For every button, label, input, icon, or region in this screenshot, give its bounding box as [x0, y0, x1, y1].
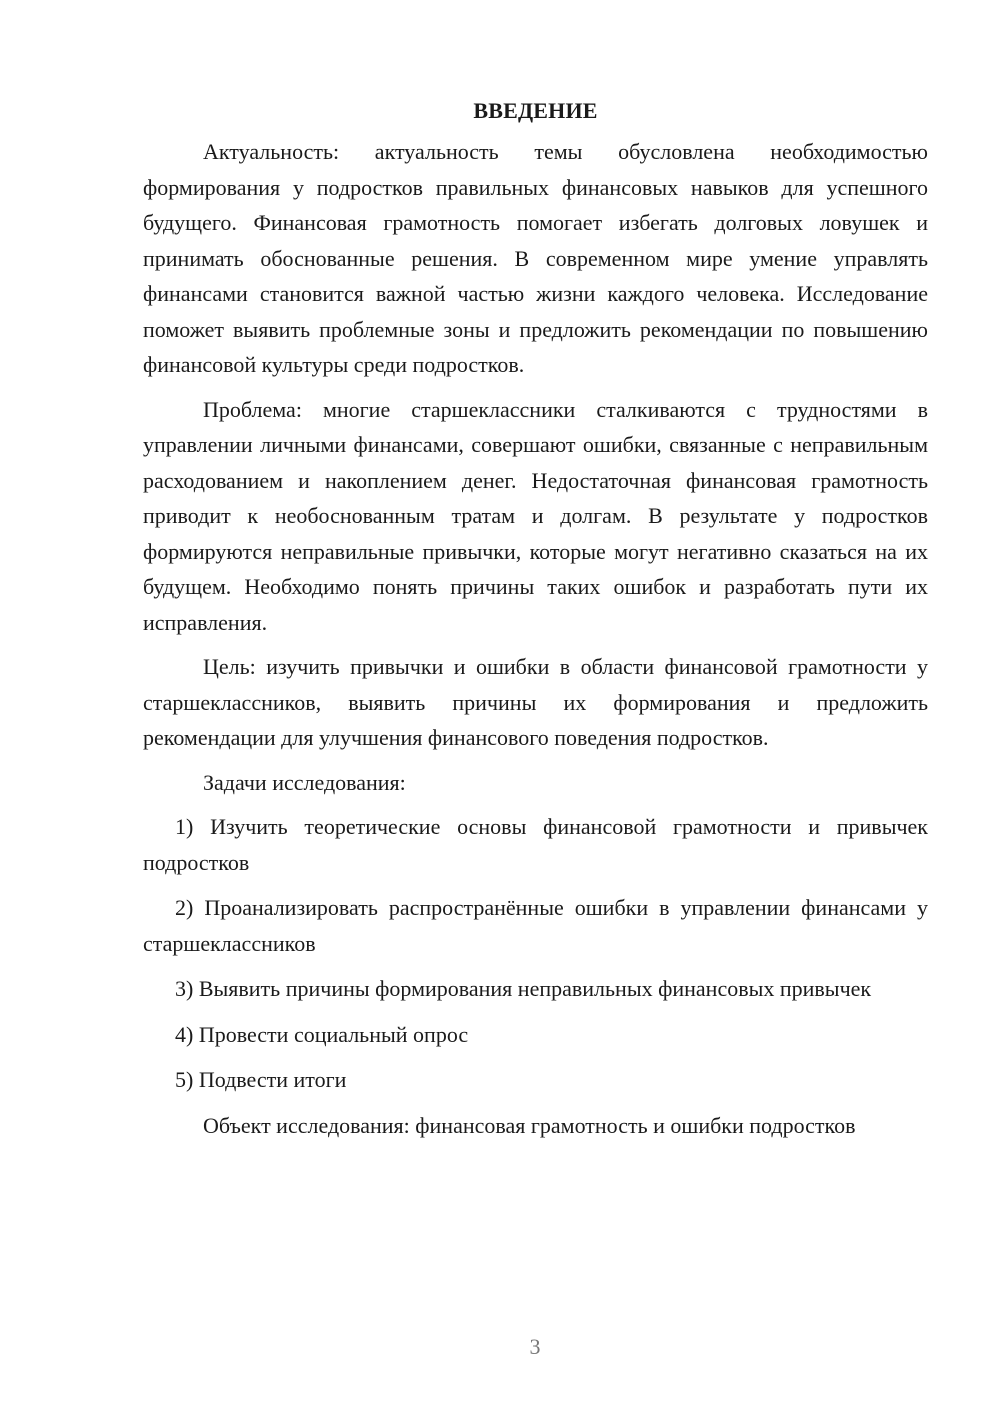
tasks-list [143, 809, 928, 1098]
paragraph-object: Объект исследования: финансовая грамотность и ошибки подростков [203, 1112, 856, 1138]
list-item: 4) Провести социальный опрос [175, 1021, 469, 1047]
list-item: 2) Проанализировать распространённые ошибки в управлении финансами у старшеклассников [143, 895, 928, 956]
tasks-heading: Задачи исследования: [203, 769, 406, 795]
paragraph-problem: Проблема: многие старшеклассники сталкиваются с трудностями в управлении личными финансами, совершают ошибки, связанные с неправильным расходованием и накоплением денег. Недостаточная финансовая грамотность приводит к необоснованным тратам и долгам. В результате у подростков формируются неправильные привычки, которые могут негативно сказаться на их будущем. Необходимо понять причины таких ошибок и разработать пути их исправления. [143, 396, 928, 635]
page-title: ВВЕДЕНИЕ [473, 98, 598, 123]
list-item: 1) Изучить теоретические основы финансовой грамотности и привычек подростков [143, 814, 928, 875]
page-content [143, 96, 928, 1152]
list-item: 3) Выявить причины формирования неправильных финансовых привычек [175, 976, 872, 1001]
paragraph-goal: Цель: изучить привычки и ошибки в области финансовой грамотности у старшеклассников, выявить причины их формирования и предложить рекомендации для улучшения финансового поведения подростков. [143, 654, 928, 750]
paragraph-relevance: Актуальность: актуальность темы обусловлена необходимостью формирования у подростков правильных финансовых навыков для успешного будущего. Финансовая грамотность помогает избегать долговых ловушек и принимать обоснованные решения. В современном мире умение управлять финансами становится важной частью жизни каждого человека. Исследование поможет выявить проблемные зоны и предложить рекомендации по повышению финансовой культуры среди подростков. [143, 139, 928, 377]
page-number: 3 [529, 1334, 541, 1359]
list-item: 5) Подвести итоги [175, 1067, 347, 1092]
